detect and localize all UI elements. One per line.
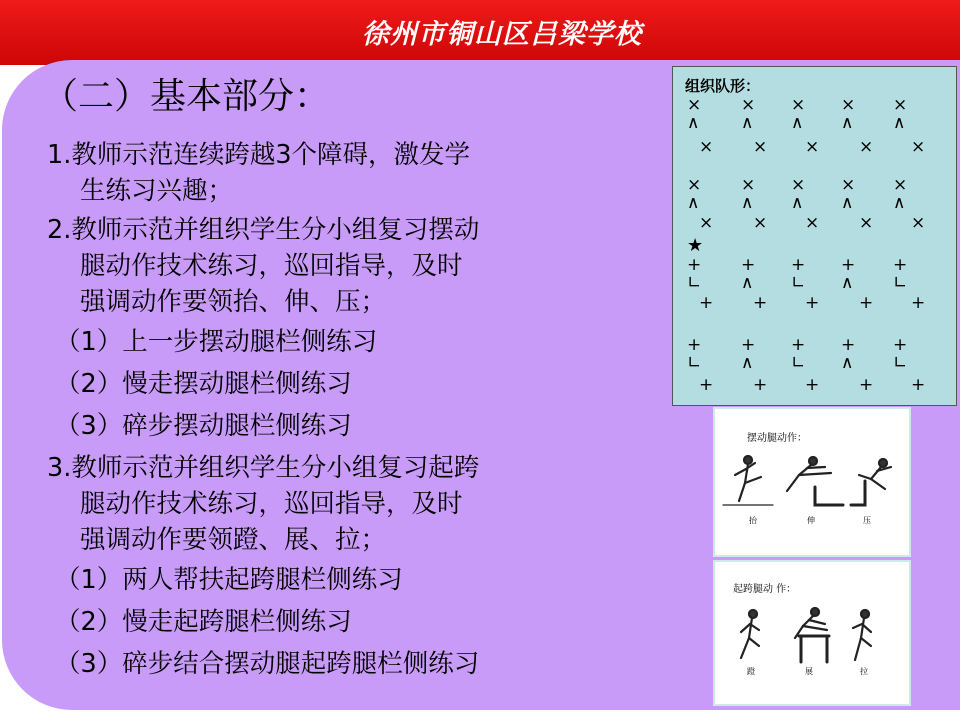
formation-mark: × xyxy=(911,213,926,233)
content-line: 腿动作技术练习，巡回指导，及时 xyxy=(80,251,463,281)
figure-caption: 展 xyxy=(805,667,813,676)
formation-mark: ∟ xyxy=(687,353,702,373)
content-line: 3.教师示范并组织学生分小组复习起跨 xyxy=(47,453,480,483)
takeoff-leg-figure xyxy=(713,560,911,706)
content-line: 生练习兴趣； xyxy=(80,176,234,206)
formation-row xyxy=(673,293,958,313)
formation-mark: + xyxy=(687,255,702,275)
content-line: （3）碎步摆动腿栏侧练习 xyxy=(55,411,352,441)
takeoff-leg-athletes-illustration xyxy=(715,562,913,708)
formation-mark: × xyxy=(687,175,702,195)
formation-row xyxy=(673,175,958,195)
formation-mark: × xyxy=(805,213,820,233)
content-line: （3）碎步结合摆动腿起跨腿栏侧练习 xyxy=(55,649,480,679)
formation-mark: × xyxy=(741,95,756,115)
formation-mark: + xyxy=(893,335,908,355)
formation-mark: × xyxy=(687,95,702,115)
formation-row xyxy=(673,353,958,373)
formation-mark: + xyxy=(791,335,806,355)
formation-mark: × xyxy=(893,95,908,115)
figure-caption: 压 xyxy=(863,516,871,525)
content-line: （1）两人帮扶起跨腿栏侧练习 xyxy=(55,565,403,595)
formation-mark: × xyxy=(753,137,768,157)
formation-row xyxy=(673,137,958,157)
figure-caption: 拉 xyxy=(860,667,868,676)
formation-mark: ∧ xyxy=(841,193,854,213)
formation-row xyxy=(673,273,958,293)
formation-title: 组织队形： xyxy=(685,77,761,95)
formation-mark: × xyxy=(911,137,926,157)
formation-mark: + xyxy=(753,375,768,395)
formation-row xyxy=(673,375,958,395)
formation-row xyxy=(673,213,958,233)
formation-mark: × xyxy=(699,137,714,157)
formation-mark: × xyxy=(841,95,856,115)
formation-mark: ∟ xyxy=(791,353,806,373)
content-line: 腿动作技术练习，巡回指导，及时 xyxy=(80,489,463,519)
figure-caption: 蹬 xyxy=(747,667,755,676)
swing-leg-figure xyxy=(713,407,911,557)
teacher-star-icon: ★ xyxy=(687,235,704,256)
formation-mark: ∧ xyxy=(741,273,754,293)
formation-mark: × xyxy=(699,213,714,233)
formation-diagram xyxy=(672,66,957,406)
formation-mark: × xyxy=(893,175,908,195)
formation-mark: ∟ xyxy=(893,273,908,293)
figure-caption: 伸 xyxy=(807,516,815,525)
formation-mark: + xyxy=(791,255,806,275)
formation-row xyxy=(673,95,958,115)
content-line: （1）上一步摆动腿栏侧练习 xyxy=(55,327,378,357)
formation-mark: + xyxy=(911,293,926,313)
formation-mark: ∧ xyxy=(687,193,700,213)
formation-mark: ∧ xyxy=(687,113,700,133)
content-line: 2.教师示范并组织学生分小组复习摆动 xyxy=(47,215,480,245)
formation-row xyxy=(673,193,958,213)
formation-mark: + xyxy=(841,335,856,355)
formation-mark: ∧ xyxy=(893,113,906,133)
swing-leg-athletes-illustration xyxy=(715,409,913,559)
formation-row xyxy=(673,255,958,275)
formation-mark: + xyxy=(699,293,714,313)
figure-title: 起跨腿动 作： xyxy=(733,584,797,595)
formation-mark: + xyxy=(753,293,768,313)
formation-mark: ∧ xyxy=(741,193,754,213)
formation-mark: × xyxy=(805,137,820,157)
content-line: （2）慢走摆动腿栏侧练习 xyxy=(55,369,352,399)
header-banner xyxy=(0,0,960,65)
formation-row xyxy=(673,335,958,355)
formation-mark: ∧ xyxy=(841,353,854,373)
formation-mark: ∧ xyxy=(791,193,804,213)
formation-mark: + xyxy=(893,255,908,275)
formation-row xyxy=(673,113,958,133)
content-line: （2）慢走起跨腿栏侧练习 xyxy=(55,607,352,637)
formation-mark: × xyxy=(859,213,874,233)
formation-mark: + xyxy=(841,255,856,275)
formation-mark: ∧ xyxy=(741,353,754,373)
formation-mark: × xyxy=(841,175,856,195)
formation-mark: ∟ xyxy=(687,273,702,293)
content-line: 1.教师示范连续跨越3个障碍，激发学 xyxy=(47,140,471,170)
formation-mark: + xyxy=(805,375,820,395)
formation-mark: × xyxy=(859,137,874,157)
formation-mark: ∧ xyxy=(893,193,906,213)
formation-mark: + xyxy=(911,375,926,395)
content-line: 强调动作要领蹬、展、拉； xyxy=(80,525,387,555)
formation-mark: ∟ xyxy=(791,273,806,293)
formation-mark: ∧ xyxy=(841,113,854,133)
formation-mark: ∟ xyxy=(893,353,908,373)
formation-mark: + xyxy=(699,375,714,395)
formation-mark: + xyxy=(687,335,702,355)
formation-mark: + xyxy=(741,255,756,275)
school-name: 徐州市铜山区吕梁学校 xyxy=(362,19,642,50)
formation-mark: × xyxy=(791,175,806,195)
formation-mark: + xyxy=(859,375,874,395)
figure-title: 摆动腿动作： xyxy=(747,433,807,444)
section-title: （二）基本部分： xyxy=(42,76,331,117)
figure-caption: 抬 xyxy=(749,516,757,525)
formation-mark: + xyxy=(805,293,820,313)
formation-mark: × xyxy=(741,175,756,195)
formation-mark: + xyxy=(741,335,756,355)
formation-mark: ∧ xyxy=(791,113,804,133)
formation-mark: ∧ xyxy=(741,113,754,133)
content-line: 强调动作要领抬、伸、压； xyxy=(80,287,387,317)
formation-mark: ∧ xyxy=(841,273,854,293)
formation-mark: + xyxy=(859,293,874,313)
formation-mark: × xyxy=(791,95,806,115)
formation-mark: × xyxy=(753,213,768,233)
